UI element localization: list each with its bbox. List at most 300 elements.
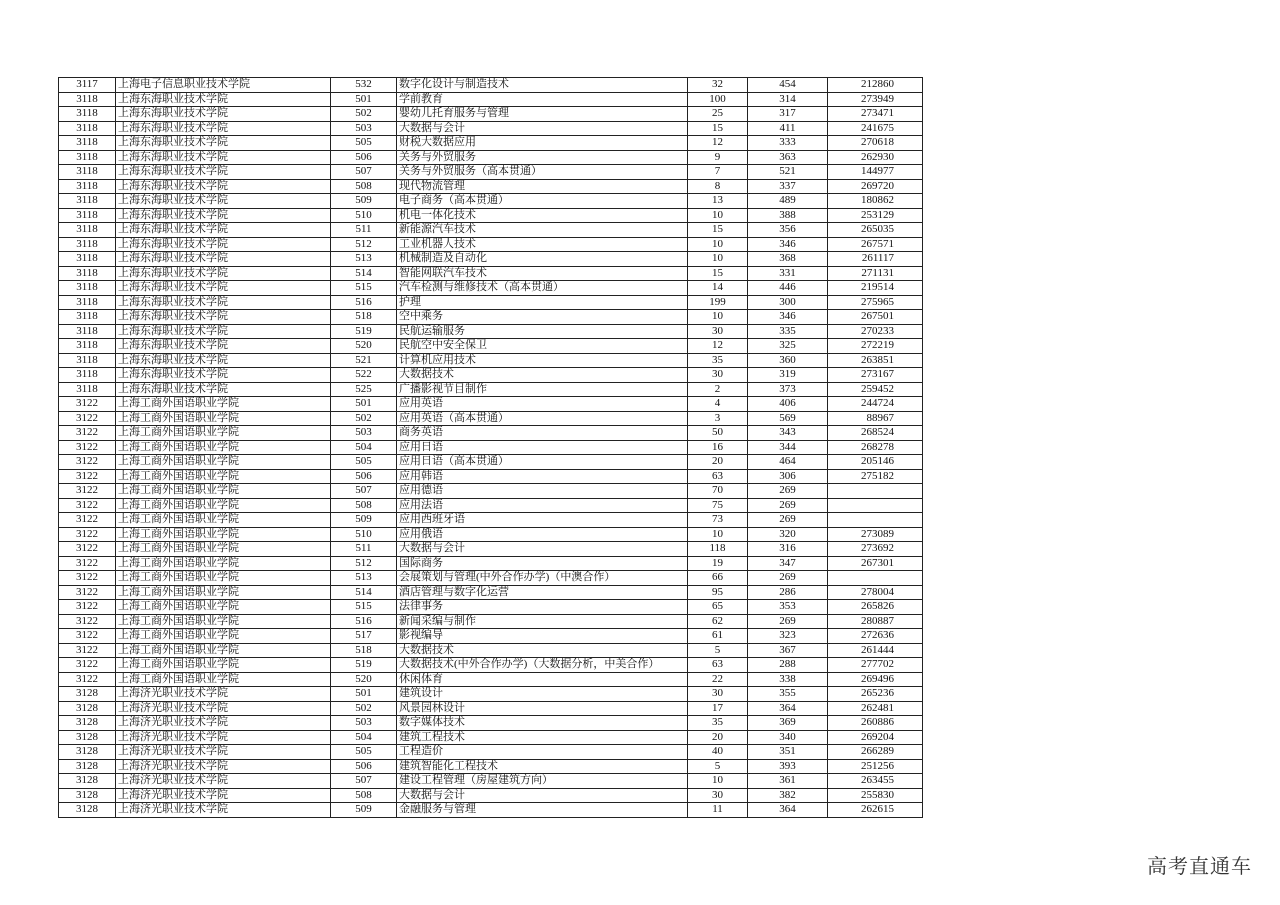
table-row bbox=[59, 150, 923, 165]
min-score-cell: 364 bbox=[748, 803, 828, 818]
rank-cell: 265035 bbox=[828, 223, 923, 238]
plan-count-cell: 30 bbox=[688, 687, 748, 702]
major-name-cell: 应用俄语 bbox=[397, 527, 688, 542]
rank-cell: 261117 bbox=[828, 252, 923, 267]
school-name-cell: 上海济光职业技术学院 bbox=[116, 745, 331, 760]
school-code-cell: 3128 bbox=[59, 759, 116, 774]
rank-cell: 255830 bbox=[828, 788, 923, 803]
school-name-cell: 上海济光职业技术学院 bbox=[116, 803, 331, 818]
school-name-cell: 上海济光职业技术学院 bbox=[116, 759, 331, 774]
min-score-cell: 288 bbox=[748, 658, 828, 673]
school-name-cell: 上海东海职业技术学院 bbox=[116, 92, 331, 107]
table-row bbox=[59, 194, 923, 209]
school-name-cell: 上海济光职业技术学院 bbox=[116, 687, 331, 702]
major-name-cell: 金融服务与管理 bbox=[397, 803, 688, 818]
min-score-cell: 325 bbox=[748, 339, 828, 354]
school-code-cell: 3118 bbox=[59, 223, 116, 238]
major-name-cell: 工程造价 bbox=[397, 745, 688, 760]
table-row bbox=[59, 266, 923, 281]
watermark: 高考直通车 bbox=[1147, 854, 1252, 878]
school-code-cell: 3128 bbox=[59, 745, 116, 760]
school-code-cell: 3122 bbox=[59, 542, 116, 557]
major-code-cell: 521 bbox=[331, 353, 397, 368]
rank-cell: 212860 bbox=[828, 78, 923, 93]
major-name-cell: 护理 bbox=[397, 295, 688, 310]
rank-cell: 272219 bbox=[828, 339, 923, 354]
school-code-cell: 3118 bbox=[59, 353, 116, 368]
min-score-cell: 346 bbox=[748, 237, 828, 252]
min-score-cell: 388 bbox=[748, 208, 828, 223]
min-score-cell: 269 bbox=[748, 484, 828, 499]
table-row bbox=[59, 788, 923, 803]
plan-count-cell: 8 bbox=[688, 179, 748, 194]
school-name-cell: 上海东海职业技术学院 bbox=[116, 353, 331, 368]
plan-count-cell: 30 bbox=[688, 324, 748, 339]
plan-count-cell: 10 bbox=[688, 774, 748, 789]
table-row bbox=[59, 585, 923, 600]
plan-count-cell: 5 bbox=[688, 759, 748, 774]
rank-cell: 275182 bbox=[828, 469, 923, 484]
major-name-cell: 新能源汽车技术 bbox=[397, 223, 688, 238]
min-score-cell: 393 bbox=[748, 759, 828, 774]
major-name-cell: 空中乘务 bbox=[397, 310, 688, 325]
rank-cell: 275965 bbox=[828, 295, 923, 310]
school-name-cell: 上海工商外国语职业学院 bbox=[116, 513, 331, 528]
school-code-cell: 3122 bbox=[59, 484, 116, 499]
min-score-cell: 353 bbox=[748, 600, 828, 615]
table-row bbox=[59, 295, 923, 310]
school-code-cell: 3128 bbox=[59, 803, 116, 818]
plan-count-cell: 65 bbox=[688, 600, 748, 615]
table-row bbox=[59, 92, 923, 107]
major-code-cell: 512 bbox=[331, 237, 397, 252]
major-code-cell: 516 bbox=[331, 614, 397, 629]
major-name-cell: 数字化设计与制造技术 bbox=[397, 78, 688, 93]
min-score-cell: 363 bbox=[748, 150, 828, 165]
school-code-cell: 3122 bbox=[59, 571, 116, 586]
min-score-cell: 323 bbox=[748, 629, 828, 644]
table-row bbox=[59, 324, 923, 339]
rank-cell: 267301 bbox=[828, 556, 923, 571]
plan-count-cell: 15 bbox=[688, 121, 748, 136]
plan-count-cell: 12 bbox=[688, 339, 748, 354]
major-code-cell: 506 bbox=[331, 150, 397, 165]
school-code-cell: 3118 bbox=[59, 266, 116, 281]
table-row bbox=[59, 208, 923, 223]
table-row bbox=[59, 745, 923, 760]
table-row bbox=[59, 498, 923, 513]
plan-count-cell: 100 bbox=[688, 92, 748, 107]
table-row bbox=[59, 571, 923, 586]
rank-cell: 262481 bbox=[828, 701, 923, 716]
plan-count-cell: 40 bbox=[688, 745, 748, 760]
major-code-cell: 509 bbox=[331, 803, 397, 818]
school-name-cell: 上海东海职业技术学院 bbox=[116, 165, 331, 180]
table-row bbox=[59, 527, 923, 542]
major-code-cell: 505 bbox=[331, 455, 397, 470]
major-code-cell: 516 bbox=[331, 295, 397, 310]
major-code-cell: 505 bbox=[331, 745, 397, 760]
school-code-cell: 3118 bbox=[59, 310, 116, 325]
table-row bbox=[59, 252, 923, 267]
school-code-cell: 3122 bbox=[59, 629, 116, 644]
major-name-cell: 汽车检测与维修技术（高本贯通） bbox=[397, 281, 688, 296]
school-code-cell: 3118 bbox=[59, 194, 116, 209]
major-name-cell: 婴幼儿托育服务与管理 bbox=[397, 107, 688, 122]
plan-count-cell: 16 bbox=[688, 440, 748, 455]
major-name-cell: 民航运输服务 bbox=[397, 324, 688, 339]
major-code-cell: 518 bbox=[331, 643, 397, 658]
school-name-cell: 上海工商外国语职业学院 bbox=[116, 426, 331, 441]
min-score-cell: 269 bbox=[748, 498, 828, 513]
min-score-cell: 286 bbox=[748, 585, 828, 600]
major-name-cell: 法律事务 bbox=[397, 600, 688, 615]
plan-count-cell: 20 bbox=[688, 730, 748, 745]
major-code-cell: 517 bbox=[331, 629, 397, 644]
table-row bbox=[59, 440, 923, 455]
school-name-cell: 上海东海职业技术学院 bbox=[116, 223, 331, 238]
major-name-cell: 应用英语（高本贯通） bbox=[397, 411, 688, 426]
school-name-cell: 上海工商外国语职业学院 bbox=[116, 585, 331, 600]
school-code-cell: 3128 bbox=[59, 788, 116, 803]
major-name-cell: 关务与外贸服务（高本贯通） bbox=[397, 165, 688, 180]
table-row bbox=[59, 484, 923, 499]
school-name-cell: 上海工商外国语职业学院 bbox=[116, 571, 331, 586]
min-score-cell: 343 bbox=[748, 426, 828, 441]
rank-cell: 259452 bbox=[828, 382, 923, 397]
school-name-cell: 上海东海职业技术学院 bbox=[116, 368, 331, 383]
major-name-cell: 数字媒体技术 bbox=[397, 716, 688, 731]
plan-count-cell: 15 bbox=[688, 266, 748, 281]
major-code-cell: 501 bbox=[331, 397, 397, 412]
major-code-cell: 503 bbox=[331, 716, 397, 731]
school-code-cell: 3118 bbox=[59, 339, 116, 354]
major-code-cell: 508 bbox=[331, 788, 397, 803]
school-code-cell: 3122 bbox=[59, 556, 116, 571]
plan-count-cell: 14 bbox=[688, 281, 748, 296]
min-score-cell: 369 bbox=[748, 716, 828, 731]
min-score-cell: 361 bbox=[748, 774, 828, 789]
major-name-cell: 学前教育 bbox=[397, 92, 688, 107]
major-code-cell: 532 bbox=[331, 78, 397, 93]
rank-cell: 280887 bbox=[828, 614, 923, 629]
school-code-cell: 3122 bbox=[59, 585, 116, 600]
plan-count-cell: 17 bbox=[688, 701, 748, 716]
major-name-cell: 智能网联汽车技术 bbox=[397, 266, 688, 281]
school-name-cell: 上海东海职业技术学院 bbox=[116, 179, 331, 194]
school-code-cell: 3122 bbox=[59, 455, 116, 470]
major-code-cell: 515 bbox=[331, 281, 397, 296]
table-row bbox=[59, 165, 923, 180]
rank-cell: 88967 bbox=[828, 411, 923, 426]
major-name-cell: 机械制造及自动化 bbox=[397, 252, 688, 267]
major-name-cell: 会展策划与管理(中外合作办学)（中澳合作） bbox=[397, 571, 688, 586]
school-code-cell: 3118 bbox=[59, 150, 116, 165]
major-code-cell: 511 bbox=[331, 542, 397, 557]
major-name-cell: 应用法语 bbox=[397, 498, 688, 513]
plan-count-cell: 12 bbox=[688, 136, 748, 151]
table-row bbox=[59, 600, 923, 615]
table-body bbox=[59, 78, 923, 818]
plan-count-cell: 30 bbox=[688, 788, 748, 803]
plan-count-cell: 73 bbox=[688, 513, 748, 528]
table-row bbox=[59, 730, 923, 745]
rank-cell: 251256 bbox=[828, 759, 923, 774]
major-name-cell: 大数据与会计 bbox=[397, 121, 688, 136]
major-code-cell: 502 bbox=[331, 107, 397, 122]
school-name-cell: 上海工商外国语职业学院 bbox=[116, 440, 331, 455]
rank-cell: 262615 bbox=[828, 803, 923, 818]
min-score-cell: 346 bbox=[748, 310, 828, 325]
rank-cell: 265826 bbox=[828, 600, 923, 615]
major-code-cell: 510 bbox=[331, 208, 397, 223]
table-row bbox=[59, 382, 923, 397]
major-name-cell: 酒店管理与数字化运营 bbox=[397, 585, 688, 600]
plan-count-cell: 75 bbox=[688, 498, 748, 513]
major-code-cell: 508 bbox=[331, 179, 397, 194]
table-row bbox=[59, 397, 923, 412]
table-row bbox=[59, 179, 923, 194]
major-name-cell: 机电一体化技术 bbox=[397, 208, 688, 223]
rank-cell: 260886 bbox=[828, 716, 923, 731]
min-score-cell: 454 bbox=[748, 78, 828, 93]
table-row bbox=[59, 455, 923, 470]
school-name-cell: 上海工商外国语职业学院 bbox=[116, 643, 331, 658]
plan-count-cell: 9 bbox=[688, 150, 748, 165]
school-name-cell: 上海东海职业技术学院 bbox=[116, 136, 331, 151]
plan-count-cell: 10 bbox=[688, 208, 748, 223]
major-code-cell: 504 bbox=[331, 730, 397, 745]
rank-cell: 263851 bbox=[828, 353, 923, 368]
min-score-cell: 382 bbox=[748, 788, 828, 803]
school-code-cell: 3118 bbox=[59, 136, 116, 151]
rank-cell: 180862 bbox=[828, 194, 923, 209]
rank-cell: 262930 bbox=[828, 150, 923, 165]
plan-count-cell: 30 bbox=[688, 368, 748, 383]
school-code-cell: 3128 bbox=[59, 730, 116, 745]
school-name-cell: 上海东海职业技术学院 bbox=[116, 324, 331, 339]
plan-count-cell: 5 bbox=[688, 643, 748, 658]
rank-cell: 270233 bbox=[828, 324, 923, 339]
table-row bbox=[59, 353, 923, 368]
table-row bbox=[59, 643, 923, 658]
min-score-cell: 320 bbox=[748, 527, 828, 542]
min-score-cell: 411 bbox=[748, 121, 828, 136]
plan-count-cell: 20 bbox=[688, 455, 748, 470]
table-row bbox=[59, 658, 923, 673]
major-code-cell: 501 bbox=[331, 92, 397, 107]
rank-cell: 269204 bbox=[828, 730, 923, 745]
school-code-cell: 3122 bbox=[59, 397, 116, 412]
major-name-cell: 商务英语 bbox=[397, 426, 688, 441]
school-code-cell: 3122 bbox=[59, 426, 116, 441]
major-name-cell: 大数据技术 bbox=[397, 643, 688, 658]
school-name-cell: 上海东海职业技术学院 bbox=[116, 266, 331, 281]
plan-count-cell: 13 bbox=[688, 194, 748, 209]
table-row bbox=[59, 411, 923, 426]
rank-cell: 273471 bbox=[828, 107, 923, 122]
major-code-cell: 507 bbox=[331, 165, 397, 180]
school-code-cell: 3118 bbox=[59, 179, 116, 194]
plan-count-cell: 35 bbox=[688, 716, 748, 731]
school-name-cell: 上海东海职业技术学院 bbox=[116, 208, 331, 223]
major-code-cell: 505 bbox=[331, 136, 397, 151]
school-name-cell: 上海东海职业技术学院 bbox=[116, 310, 331, 325]
rank-cell: 265236 bbox=[828, 687, 923, 702]
min-score-cell: 269 bbox=[748, 614, 828, 629]
school-code-cell: 3118 bbox=[59, 121, 116, 136]
school-code-cell: 3122 bbox=[59, 513, 116, 528]
major-name-cell: 风景园林设计 bbox=[397, 701, 688, 716]
plan-count-cell: 50 bbox=[688, 426, 748, 441]
table-row bbox=[59, 107, 923, 122]
min-score-cell: 446 bbox=[748, 281, 828, 296]
major-code-cell: 515 bbox=[331, 600, 397, 615]
plan-count-cell: 19 bbox=[688, 556, 748, 571]
table-row bbox=[59, 556, 923, 571]
school-name-cell: 上海东海职业技术学院 bbox=[116, 107, 331, 122]
rank-cell: 273949 bbox=[828, 92, 923, 107]
plan-count-cell: 35 bbox=[688, 353, 748, 368]
rank-cell: 271131 bbox=[828, 266, 923, 281]
school-name-cell: 上海东海职业技术学院 bbox=[116, 252, 331, 267]
school-name-cell: 上海工商外国语职业学院 bbox=[116, 658, 331, 673]
plan-count-cell: 10 bbox=[688, 310, 748, 325]
min-score-cell: 338 bbox=[748, 672, 828, 687]
plan-count-cell: 2 bbox=[688, 382, 748, 397]
major-code-cell: 509 bbox=[331, 194, 397, 209]
school-name-cell: 上海东海职业技术学院 bbox=[116, 194, 331, 209]
plan-count-cell: 10 bbox=[688, 527, 748, 542]
table-row bbox=[59, 614, 923, 629]
school-name-cell: 上海工商外国语职业学院 bbox=[116, 542, 331, 557]
min-score-cell: 347 bbox=[748, 556, 828, 571]
table-row bbox=[59, 629, 923, 644]
min-score-cell: 333 bbox=[748, 136, 828, 151]
plan-count-cell: 199 bbox=[688, 295, 748, 310]
major-code-cell: 508 bbox=[331, 498, 397, 513]
table-row bbox=[59, 716, 923, 731]
major-name-cell: 建设工程管理（房屋建筑方向） bbox=[397, 774, 688, 789]
min-score-cell: 367 bbox=[748, 643, 828, 658]
rank-cell: 144977 bbox=[828, 165, 923, 180]
school-code-cell: 3118 bbox=[59, 165, 116, 180]
school-code-cell: 3118 bbox=[59, 107, 116, 122]
rank-cell: 272636 bbox=[828, 629, 923, 644]
school-name-cell: 上海济光职业技术学院 bbox=[116, 716, 331, 731]
min-score-cell: 355 bbox=[748, 687, 828, 702]
school-name-cell: 上海东海职业技术学院 bbox=[116, 237, 331, 252]
table-row bbox=[59, 78, 923, 93]
school-name-cell: 上海工商外国语职业学院 bbox=[116, 527, 331, 542]
school-name-cell: 上海工商外国语职业学院 bbox=[116, 672, 331, 687]
plan-count-cell: 66 bbox=[688, 571, 748, 586]
rank-cell: 253129 bbox=[828, 208, 923, 223]
major-code-cell: 507 bbox=[331, 484, 397, 499]
rank-cell: 277702 bbox=[828, 658, 923, 673]
rank-cell: 267501 bbox=[828, 310, 923, 325]
min-score-cell: 464 bbox=[748, 455, 828, 470]
table-row bbox=[59, 281, 923, 296]
school-code-cell: 3128 bbox=[59, 687, 116, 702]
table-row bbox=[59, 803, 923, 818]
table-row bbox=[59, 687, 923, 702]
table-row bbox=[59, 136, 923, 151]
school-name-cell: 上海工商外国语职业学院 bbox=[116, 397, 331, 412]
major-code-cell: 520 bbox=[331, 672, 397, 687]
rank-cell: 269720 bbox=[828, 179, 923, 194]
rank-cell bbox=[828, 484, 923, 499]
rank-cell bbox=[828, 513, 923, 528]
major-name-cell: 现代物流管理 bbox=[397, 179, 688, 194]
school-code-cell: 3128 bbox=[59, 701, 116, 716]
major-name-cell: 新闻采编与制作 bbox=[397, 614, 688, 629]
table-row bbox=[59, 469, 923, 484]
school-code-cell: 3122 bbox=[59, 643, 116, 658]
plan-count-cell: 10 bbox=[688, 237, 748, 252]
rank-cell: 273089 bbox=[828, 527, 923, 542]
rank-cell: 270618 bbox=[828, 136, 923, 151]
major-code-cell: 511 bbox=[331, 223, 397, 238]
school-name-cell: 上海工商外国语职业学院 bbox=[116, 469, 331, 484]
school-code-cell: 3122 bbox=[59, 658, 116, 673]
plan-count-cell: 11 bbox=[688, 803, 748, 818]
major-name-cell: 应用西班牙语 bbox=[397, 513, 688, 528]
admission-score-table bbox=[58, 77, 923, 818]
min-score-cell: 331 bbox=[748, 266, 828, 281]
table-row bbox=[59, 513, 923, 528]
plan-count-cell: 70 bbox=[688, 484, 748, 499]
school-code-cell: 3118 bbox=[59, 295, 116, 310]
table-row bbox=[59, 339, 923, 354]
major-code-cell: 514 bbox=[331, 266, 397, 281]
major-code-cell: 525 bbox=[331, 382, 397, 397]
min-score-cell: 317 bbox=[748, 107, 828, 122]
plan-count-cell: 4 bbox=[688, 397, 748, 412]
table-row bbox=[59, 774, 923, 789]
school-code-cell: 3122 bbox=[59, 498, 116, 513]
school-name-cell: 上海济光职业技术学院 bbox=[116, 788, 331, 803]
major-name-cell: 建筑工程技术 bbox=[397, 730, 688, 745]
min-score-cell: 373 bbox=[748, 382, 828, 397]
plan-count-cell: 61 bbox=[688, 629, 748, 644]
major-code-cell: 514 bbox=[331, 585, 397, 600]
school-name-cell: 上海工商外国语职业学院 bbox=[116, 556, 331, 571]
min-score-cell: 521 bbox=[748, 165, 828, 180]
school-name-cell: 上海东海职业技术学院 bbox=[116, 281, 331, 296]
major-name-cell: 应用韩语 bbox=[397, 469, 688, 484]
major-code-cell: 502 bbox=[331, 701, 397, 716]
min-score-cell: 269 bbox=[748, 513, 828, 528]
major-name-cell: 应用德语 bbox=[397, 484, 688, 499]
plan-count-cell: 62 bbox=[688, 614, 748, 629]
rank-cell: 266289 bbox=[828, 745, 923, 760]
school-code-cell: 3122 bbox=[59, 614, 116, 629]
table-row bbox=[59, 121, 923, 136]
min-score-cell: 337 bbox=[748, 179, 828, 194]
min-score-cell: 344 bbox=[748, 440, 828, 455]
min-score-cell: 269 bbox=[748, 571, 828, 586]
rank-cell: 273167 bbox=[828, 368, 923, 383]
plan-count-cell: 3 bbox=[688, 411, 748, 426]
major-name-cell: 工业机器人技术 bbox=[397, 237, 688, 252]
major-name-cell: 大数据与会计 bbox=[397, 542, 688, 557]
major-code-cell: 509 bbox=[331, 513, 397, 528]
rank-cell: 244724 bbox=[828, 397, 923, 412]
major-name-cell: 影视编导 bbox=[397, 629, 688, 644]
major-name-cell: 建筑智能化工程技术 bbox=[397, 759, 688, 774]
major-code-cell: 502 bbox=[331, 411, 397, 426]
